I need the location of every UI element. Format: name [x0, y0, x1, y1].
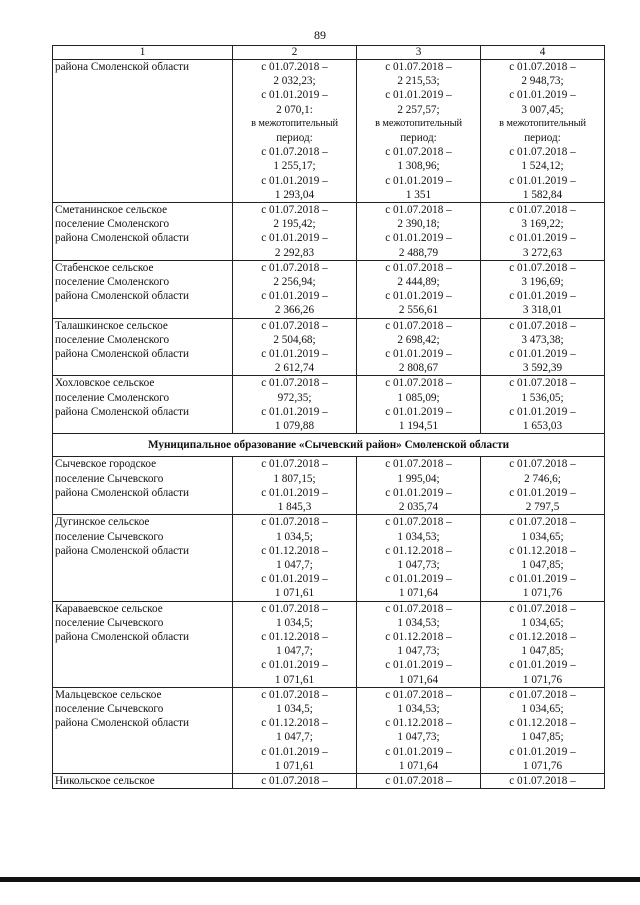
tariff-line: 1 047,7;	[276, 645, 313, 658]
table-row	[53, 60, 605, 203]
municipality-name-line: района Смоленской области	[55, 717, 190, 730]
tariff-line: с 01.07.2018 –	[261, 458, 328, 471]
tariff-cell	[357, 260, 481, 318]
tariff-line: 1 308,96;	[397, 160, 440, 173]
tariff-line: 2 698,42;	[397, 333, 440, 346]
tariff-line: с 01.01.2019 –	[261, 348, 328, 361]
tariff-line: с 01.07.2018 –	[509, 688, 576, 701]
tariff-cell	[357, 318, 481, 376]
municipality-name-line: поселение Сычевского	[55, 702, 164, 715]
municipality-cell	[53, 687, 233, 773]
tariff-line: 1 995,04;	[397, 472, 440, 485]
tariff-line: с 01.07.2018 –	[509, 774, 576, 787]
tariff-line: с 01.07.2018 –	[509, 61, 576, 73]
table-row	[53, 318, 605, 376]
tariff-line: с 01.07.2018 –	[261, 61, 328, 73]
table-row	[53, 376, 605, 434]
municipality-name-line: Хохловское сельское	[55, 377, 155, 390]
tariff-line: 2 556,61	[398, 304, 439, 317]
tariff-line: 3 272,63	[522, 246, 563, 259]
tariff-line: с 01.01.2019 –	[261, 232, 328, 245]
municipality-cell	[53, 318, 233, 376]
tariff-line: 1 034,53;	[397, 530, 440, 543]
tariff-line: с 01.01.2019 –	[509, 290, 576, 303]
tariff-line: с 01.01.2019 –	[385, 486, 452, 499]
tariff-line: с 01.07.2018 –	[385, 146, 452, 159]
tariff-line: 1 047,7;	[276, 558, 313, 571]
tariff-line: 1 071,64	[398, 759, 439, 772]
municipality-cell	[53, 601, 233, 687]
tariff-cell	[481, 60, 605, 203]
tariff-line: с 01.01.2019 –	[261, 573, 328, 586]
tariff-line: в межотопительный	[375, 117, 462, 129]
column-header: 2	[233, 46, 357, 60]
tariff-line: с 01.01.2019 –	[385, 174, 452, 187]
tariff-line: с 01.01.2019 –	[509, 89, 576, 102]
tariff-line: период:	[276, 132, 313, 145]
tariff-line: 1 047,7;	[276, 731, 313, 744]
tariff-line: 1 536,05;	[521, 391, 564, 404]
tariff-cell	[481, 203, 605, 261]
tariff-line: с 01.12.2018 –	[385, 544, 452, 557]
tariff-line: 1 255,17;	[273, 160, 316, 173]
tariff-line: с 01.01.2019 –	[385, 659, 452, 672]
municipality-name-line: Дугинское сельское	[55, 516, 150, 529]
tariff-cell	[481, 773, 605, 788]
municipality-name-line: Стабенское сельское	[55, 261, 154, 274]
tariff-line: с 01.07.2018 –	[385, 204, 452, 217]
tariff-cell	[233, 376, 357, 434]
tariff-cell	[481, 601, 605, 687]
tariff-cell	[481, 687, 605, 773]
tariff-line: с 01.07.2018 –	[509, 377, 576, 390]
tariff-line: 1 034,5;	[276, 702, 313, 715]
tariff-cell	[233, 773, 357, 788]
table-row	[53, 515, 605, 601]
table-row	[53, 773, 605, 788]
tariff-line: 2 256,94;	[273, 276, 316, 289]
tariff-line: с 01.01.2019 –	[509, 348, 576, 361]
tariff-line: 1 653,03	[522, 420, 563, 433]
municipality-name-line: Сычевское городское	[55, 458, 157, 471]
tariff-line: 972,35;	[277, 391, 312, 404]
tariff-line: с 01.07.2018 –	[385, 774, 452, 787]
tariff-line: с 01.12.2018 –	[509, 544, 576, 557]
tariff-line: 1 845,3	[277, 501, 312, 514]
tariff-line: с 01.07.2018 –	[509, 458, 576, 471]
tariff-line: 1 085,09;	[397, 391, 440, 404]
tariff-cell	[233, 457, 357, 515]
tariff-line: 3 473,38;	[521, 333, 564, 346]
tariff-line: 1 071,64	[398, 673, 439, 686]
municipality-cell	[53, 203, 233, 261]
tariff-cell	[357, 457, 481, 515]
municipality-name-line: района Смоленской области	[55, 544, 190, 557]
tariff-cell	[481, 376, 605, 434]
municipality-name-line: района Смоленской области	[55, 405, 190, 418]
tariff-line: с 01.07.2018 –	[509, 319, 576, 332]
tariff-line: 3 196,69;	[521, 276, 564, 289]
tariff-line: 2 292,83	[274, 246, 315, 259]
tariff-line: 2 035,74	[398, 501, 439, 514]
tariff-line: с 01.07.2018 –	[385, 319, 452, 332]
tariff-line: с 01.07.2018 –	[509, 516, 576, 529]
column-header: 1	[53, 46, 233, 60]
tariff-line: 2 797,5	[525, 501, 560, 514]
municipality-name-line: Никольское сельское	[55, 774, 155, 787]
tariff-line: 1 807,15;	[273, 472, 316, 485]
tariff-line: с 01.01.2019 –	[261, 290, 328, 303]
municipality-name-line: поселение Смоленского	[55, 218, 170, 231]
tariff-line: с 01.01.2019 –	[385, 232, 452, 245]
tariff-line: 1 034,5;	[276, 616, 313, 629]
tariff-line: 1 071,76	[522, 759, 563, 772]
tariff-line: 1 034,65;	[521, 616, 564, 629]
tariff-line: с 01.01.2019 –	[385, 290, 452, 303]
tariff-line: 1 524,12;	[521, 160, 564, 173]
tariff-line: 1 047,85;	[521, 731, 564, 744]
tariff-cell	[357, 515, 481, 601]
municipality-cell	[53, 376, 233, 434]
tariff-line: 2 195,42;	[273, 218, 316, 231]
tariff-line: 3 318,01	[522, 304, 563, 317]
table-body-bottom	[53, 457, 605, 789]
tariff-cell	[481, 260, 605, 318]
tariff-cell	[233, 515, 357, 601]
municipality-name-line: Мальцевское сельское	[55, 688, 162, 701]
tariff-cell	[481, 515, 605, 601]
tariff-line: с 01.12.2018 –	[509, 630, 576, 643]
tariff-line: с 01.01.2019 –	[385, 745, 452, 758]
tariff-line: с 01.12.2018 –	[261, 717, 328, 730]
municipality-name-line: района Смоленской области	[55, 232, 190, 245]
tariff-line: с 01.07.2018 –	[261, 774, 328, 787]
tariff-cell	[481, 318, 605, 376]
tariff-line: с 01.01.2019 –	[261, 486, 328, 499]
tariff-line: с 01.12.2018 –	[385, 630, 452, 643]
tariff-line: с 01.01.2019 –	[509, 745, 576, 758]
tariff-line: 2 504,68;	[273, 333, 316, 346]
tariff-line: с 01.12.2018 –	[261, 544, 328, 557]
tariff-line: период:	[400, 132, 437, 145]
tariff-cell	[233, 60, 357, 203]
tariff-line: с 01.01.2019 –	[261, 659, 328, 672]
tariff-line: 1 071,61	[274, 673, 315, 686]
tariff-line: с 01.07.2018 –	[385, 61, 452, 73]
municipality-name-line: поселение Смоленского	[55, 276, 170, 289]
tariff-line: 1 071,61	[274, 587, 315, 600]
tariff-cell	[357, 60, 481, 203]
municipality-name-line: Караваевское сельское	[55, 602, 163, 615]
tariff-line: 3 592,39	[522, 362, 563, 375]
tariff-line: с 01.01.2019 –	[385, 573, 452, 586]
tariff-line: с 01.07.2018 –	[509, 602, 576, 615]
municipality-cell	[53, 515, 233, 601]
tariff-line: 2 488,79	[398, 246, 439, 259]
municipality-name-line: Сметанинское сельское	[55, 204, 168, 217]
tariff-table	[52, 45, 605, 789]
page-number: 89	[314, 28, 326, 42]
tariff-line: 1 047,73;	[397, 558, 440, 571]
tariff-line: 1 034,65;	[521, 702, 564, 715]
section-title: Муниципальное образование «Сычевский район» Смоленской области	[53, 434, 605, 457]
tariff-line: с 01.07.2018 –	[261, 688, 328, 701]
tariff-line: с 01.07.2018 –	[261, 319, 328, 332]
tariff-line: 2 808,67	[398, 362, 439, 375]
tariff-line: с 01.01.2019 –	[509, 174, 576, 187]
tariff-line: с 01.07.2018 –	[261, 377, 328, 390]
municipality-name-line: поселение Сычевского	[55, 530, 164, 543]
tariff-cell	[233, 687, 357, 773]
tariff-line: 2 746,6;	[524, 472, 561, 485]
tariff-line: с 01.01.2019 –	[261, 405, 328, 418]
tariff-line: 2 070,1:	[276, 103, 313, 116]
tariff-line: 1 047,73;	[397, 731, 440, 744]
tariff-line: с 01.01.2019 –	[385, 405, 452, 418]
tariff-line: с 01.01.2019 –	[509, 232, 576, 245]
tariff-line: с 01.07.2018 –	[385, 261, 452, 274]
tariff-line: с 01.07.2018 –	[385, 377, 452, 390]
tariff-cell	[357, 203, 481, 261]
tariff-line: с 01.07.2018 –	[261, 602, 328, 615]
tariff-line: с 01.07.2018 –	[509, 261, 576, 274]
tariff-cell	[481, 457, 605, 515]
tariff-line: в межотопительный	[251, 117, 338, 129]
table-row	[53, 260, 605, 318]
tariff-line: 1 071,61	[274, 759, 315, 772]
tariff-line: 2 948,73;	[521, 75, 564, 88]
tariff-line: с 01.01.2019 –	[385, 348, 452, 361]
tariff-line: 1 047,85;	[521, 558, 564, 571]
tariff-line: с 01.01.2019 –	[261, 174, 328, 187]
tariff-line: с 01.07.2018 –	[509, 204, 576, 217]
tariff-line: 1 582,84	[522, 188, 563, 201]
municipality-cell	[53, 773, 233, 788]
tariff-line: 2 215,53;	[397, 75, 440, 88]
tariff-line: с 01.01.2019 –	[261, 89, 328, 102]
table-row	[53, 203, 605, 261]
tariff-line: 1 079,88	[274, 420, 315, 433]
tariff-line: 1 351	[405, 188, 432, 201]
tariff-line: с 01.07.2018 –	[385, 688, 452, 701]
tariff-line: 1 071,76	[522, 587, 563, 600]
table-row	[53, 601, 605, 687]
tariff-line: с 01.01.2019 –	[509, 659, 576, 672]
tariff-line: с 01.01.2019 –	[509, 405, 576, 418]
municipality-name-line: района Смоленской области	[55, 290, 190, 303]
tariff-line: с 01.07.2018 –	[261, 516, 328, 529]
table-body-top	[53, 46, 605, 434]
section-header-row	[53, 434, 605, 457]
tariff-line: с 01.07.2018 –	[261, 204, 328, 217]
municipality-name-line: района Смоленской области	[55, 61, 190, 73]
table-row	[53, 457, 605, 515]
tariff-cell	[233, 260, 357, 318]
section-header-body	[53, 434, 605, 457]
municipality-name-line: поселение Сычевского	[55, 616, 164, 629]
tariff-cell	[357, 773, 481, 788]
municipality-name-line: поселение Смоленского	[55, 333, 170, 346]
tariff-line: 1 034,65;	[521, 530, 564, 543]
tariff-line: 2 032,23;	[273, 75, 316, 88]
tariff-line: 2 366,26	[274, 304, 315, 317]
tariff-line: 1 293,04	[274, 188, 315, 201]
tariff-line: 1 034,53;	[397, 702, 440, 715]
tariff-line: с 01.12.2018 –	[385, 717, 452, 730]
tariff-line: 3 007,45;	[521, 103, 564, 116]
tariff-line: 1 194,51	[398, 420, 439, 433]
column-number-row	[53, 46, 605, 60]
municipality-name-line: поселение Сычевского	[55, 472, 164, 485]
tariff-line: 1 034,53;	[397, 616, 440, 629]
tariff-line: 2 390,18;	[397, 218, 440, 231]
tariff-line: с 01.07.2018 –	[385, 516, 452, 529]
tariff-line: период:	[524, 132, 561, 145]
municipality-name-line: района Смоленской области	[55, 486, 190, 499]
column-header: 4	[481, 46, 605, 60]
tariff-line: с 01.07.2018 –	[385, 602, 452, 615]
tariff-cell	[357, 376, 481, 434]
tariff-line: с 01.07.2018 –	[261, 261, 328, 274]
municipality-name-line: района Смоленской области	[55, 348, 190, 361]
column-header: 3	[357, 46, 481, 60]
tariff-line: с 01.07.2018 –	[385, 458, 452, 471]
tariff-line: 1 071,76	[522, 673, 563, 686]
tariff-line: 3 169,22;	[521, 218, 564, 231]
tariff-line: 1 071,64	[398, 587, 439, 600]
tariff-line: с 01.01.2019 –	[509, 486, 576, 499]
tariff-line: с 01.01.2019 –	[385, 89, 452, 102]
tariff-line: 1 047,85;	[521, 645, 564, 658]
tariff-cell	[357, 601, 481, 687]
municipality-name-line: Талашкинское сельское	[55, 319, 168, 332]
table-row	[53, 687, 605, 773]
municipality-cell	[53, 260, 233, 318]
municipality-name-line: района Смоленской области	[55, 630, 190, 643]
tariff-line: в межотопительный	[499, 117, 586, 129]
municipality-cell	[53, 60, 233, 203]
tariff-line: с 01.07.2018 –	[261, 146, 328, 159]
tariff-line: 2 612,74	[274, 362, 315, 375]
tariff-cell	[233, 601, 357, 687]
tariff-line: 1 047,73;	[397, 645, 440, 658]
tariff-line: 1 034,5;	[276, 530, 313, 543]
tariff-line: 2 257,57;	[397, 103, 440, 116]
scan-edge-bar	[0, 877, 640, 882]
municipality-cell	[53, 457, 233, 515]
tariff-line: 2 444,89;	[397, 276, 440, 289]
tariff-cell	[233, 318, 357, 376]
tariff-line: с 01.01.2019 –	[261, 745, 328, 758]
tariff-line: с 01.07.2018 –	[509, 146, 576, 159]
tariff-cell	[357, 687, 481, 773]
tariff-line: с 01.12.2018 –	[509, 717, 576, 730]
municipality-name-line: поселение Смоленского	[55, 391, 170, 404]
tariff-line: с 01.12.2018 –	[261, 630, 328, 643]
tariff-cell	[233, 203, 357, 261]
tariff-line: с 01.01.2019 –	[509, 573, 576, 586]
